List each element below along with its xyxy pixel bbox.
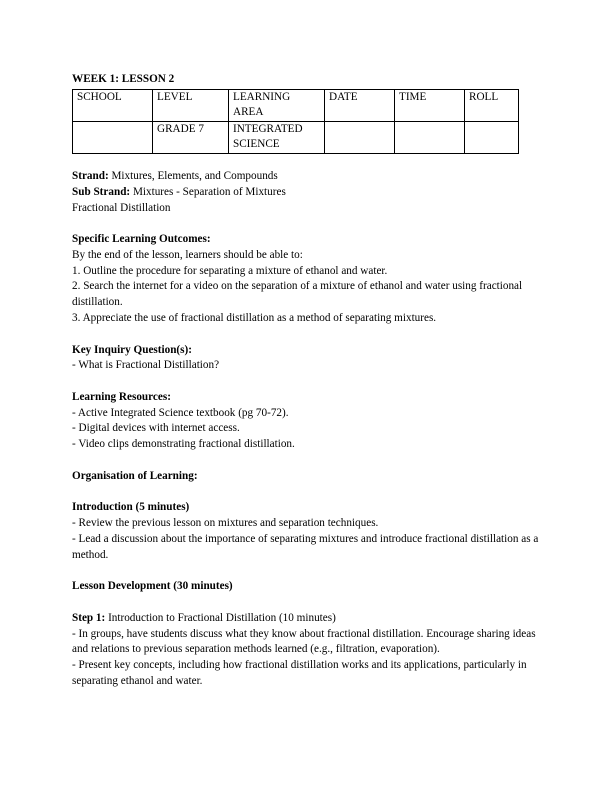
topic-line: Fractional Distillation bbox=[72, 201, 171, 214]
introduction-heading: Introduction (5 minutes) bbox=[72, 501, 190, 514]
inquiry-heading: Key Inquiry Question(s): bbox=[72, 343, 192, 356]
table-header-cell: SCHOOL bbox=[73, 89, 153, 121]
step1-heading bbox=[72, 611, 542, 627]
inquiry-item: - What is Fractional Distillation? bbox=[72, 359, 220, 372]
step1-label: Step 1: bbox=[72, 611, 106, 624]
lesson-plan-page bbox=[72, 72, 542, 689]
table-header-row bbox=[73, 89, 519, 121]
strand-label: Strand: bbox=[72, 170, 109, 183]
lesson-title: WEEK 1: LESSON 2 bbox=[72, 73, 175, 85]
introduction-item: - Lead a discussion about the importance of separating mixtures and introduce fractional distillation as a method. bbox=[72, 532, 539, 561]
resource-item: - Digital devices with internet access. bbox=[72, 422, 240, 435]
table-header-cell: LEARNING AREA bbox=[229, 89, 325, 121]
table-cell: INTEGRATED SCIENCE bbox=[229, 121, 325, 153]
resources-heading: Learning Resources: bbox=[72, 390, 171, 403]
resource-item: - Active Integrated Science textbook (pg 70-72). bbox=[72, 406, 289, 419]
step1-title: Introduction to Fractional Distillation (10 minutes) bbox=[105, 611, 336, 624]
step1-item: - Present key concepts, including how fractional distillation works and its applications, particularly in separating ethanol and water. bbox=[72, 659, 527, 687]
sub-strand-line bbox=[72, 185, 542, 201]
table-cell bbox=[465, 121, 519, 153]
sub-strand-value: Mixtures - Separation of Mixtures bbox=[130, 185, 286, 198]
lesson-info-table bbox=[72, 89, 519, 154]
outcome-item: 3. Appreciate the use of fractional distillation as a method of separating mixtures. bbox=[72, 311, 437, 324]
table-cell bbox=[325, 121, 395, 153]
table-header-cell: DATE bbox=[325, 89, 395, 121]
step1-item: - In groups, have students discuss what they know about fractional distillation. Encourage sharing ideas and relations to previous separation methods learned (e.g., filtration, evaporation). bbox=[72, 627, 536, 656]
outcomes-heading: Specific Learning Outcomes: bbox=[72, 233, 211, 246]
table-row bbox=[73, 121, 519, 153]
strand-value: Mixtures, Elements, and Compounds bbox=[108, 170, 278, 183]
organisation-heading: Organisation of Learning: bbox=[72, 469, 198, 482]
table-cell: GRADE 7 bbox=[153, 121, 229, 153]
table-cell bbox=[395, 121, 465, 153]
sub-strand-label: Sub Strand: bbox=[72, 185, 131, 198]
introduction-item: - Review the previous lesson on mixtures and separation techniques. bbox=[72, 517, 379, 530]
table-header-cell: TIME bbox=[395, 89, 465, 121]
development-heading: Lesson Development (30 minutes) bbox=[72, 580, 233, 593]
strand-line bbox=[72, 169, 542, 185]
outcomes-intro: By the end of the lesson, learners should be able to: bbox=[72, 249, 303, 262]
outcome-item: 2. Search the internet for a video on the separation of a mixture of ethanol and water using fractional distillation. bbox=[72, 280, 523, 309]
resource-item: - Video clips demonstrating fractional distillation. bbox=[72, 438, 295, 451]
table-header-cell: LEVEL bbox=[153, 89, 229, 121]
table-cell bbox=[73, 121, 153, 153]
table-header-cell: ROLL bbox=[465, 89, 519, 121]
outcome-item: 1. Outline the procedure for separating a mixture of ethanol and water. bbox=[72, 264, 388, 277]
